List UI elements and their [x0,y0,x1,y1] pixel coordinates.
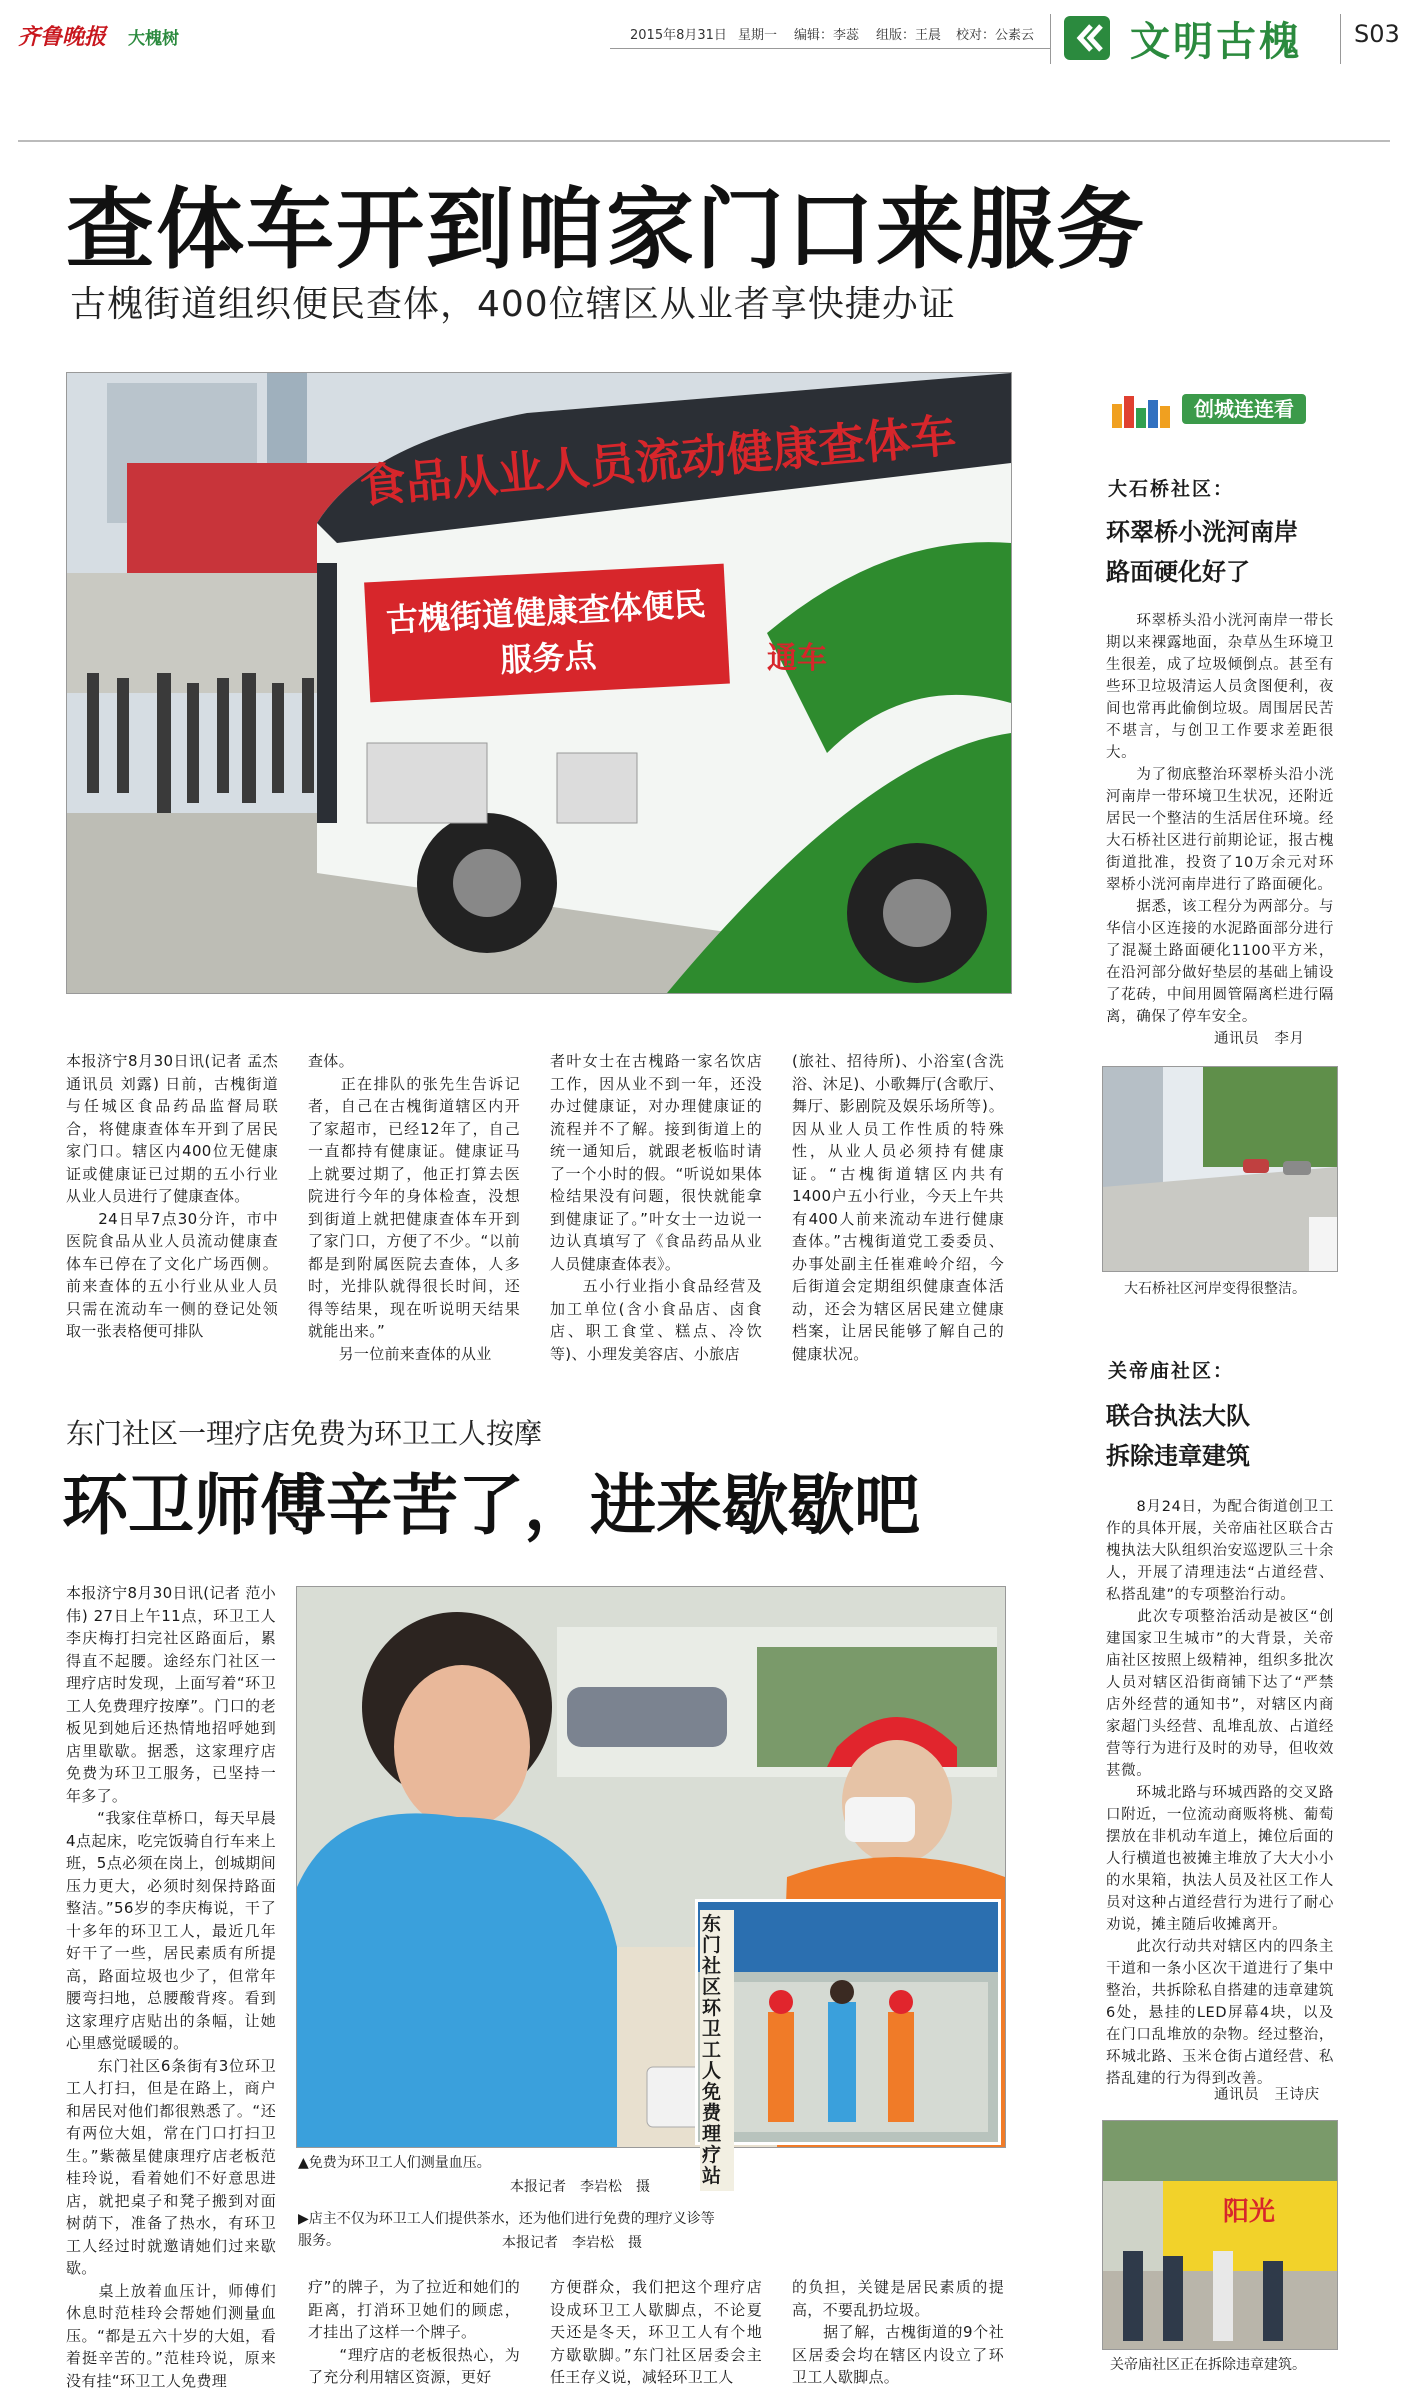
second-headline: 环卫师傅辛苦了，进来歇歇吧 [62,1467,920,1544]
main-article-col-2: 查体。 正在排队的张先生告诉记者，自己在古槐街道辖区内开了家超市，已经12年了，自己一直都持有健康证。健康证马上就要过期了，他正打算去医院进行今年的身体检查，没想到街道上就把健康查体车开到了家门口，方便了不少。“以前都是到附属医院去查体，人多时，光排队就得很长时间，还得等结果，现在听说明天结果就能出来。” 另一位前来查体的从业 [308,1052,520,1363]
main-article-col-1: 本报济宁8月30日讯(记者 孟杰 通讯员 刘露) 日前，古槐街道与任城区食品药品监督局联合，将健康查体车开到了居民家门口。辖区内400位无健康证或健康证已过期的五小行业从业人员进行了健康查体。 24日早7点30分许，市中医院食品从业人员流动健康查体车已停在了文化广场西侧。前来查体的五小行业从业人员只需在流动车一侧的登记处领取一张表格便可排队 [66,1052,278,1340]
section-title: 文明古槐 [1130,19,1302,65]
bus-red-banner: 古槐街道健康查体便民服务点 [364,564,730,703]
photo-credit: 本报记者 李岩松 摄 [510,2179,650,2195]
story2-photo-caption: 关帝庙社区正在拆除违章建筑。 [1110,2357,1306,2373]
story1-headline-1: 环翠桥小洸河南岸 [1106,518,1298,546]
story2-community: 关帝庙社区： [1108,1360,1235,1382]
second-article-left-col: 本报济宁8月30日讯(记者 范小伟) 27日上午11点，环卫工人李庆梅打扫完社区路面后，累得直不起腰。途经东门社区一理疗店时发现，上面写着“环卫工人免费理疗按摩”。门口的老板见到她后还热情地招呼她到店里歇歇。据悉，这家理疗店免费为环卫工服务，已坚持一年多了。 “我家住草桥口，每天早晨4点起床，吃完饭骑自行车来上班，5点必须在岗上，创城期间压力更大，必须时刻保持路面整洁。”56岁的李庆梅说，干了十多年的环卫工人，最近几年好干了一些，居民素质有所提高，路面垃圾也少了，但常年腰弯扫地，总腰酸背疼。看到这家理疗店贴出的条幅，让她心里感觉暖暖的。 东门社区6条街有3位环卫工人打扫，但是在路上，商户和居民对他们都很熟悉了。“还有两位大姐，常在门口打扫卫生。”紫薇星健康理疗店老板范桂玲说，看着她们不好意思进店，就把桌子和凳子搬到对面树荫下，准备了热水，有环卫工人经过时就邀请她们过来歇歇。 桌上放着血压计，师傅们休息时范桂玲会帮她们测量血压。“都是五六十岁的大姐，看着挺辛苦的。”范桂玲说，原来没有挂“环卫工人免费理 [66,1584,276,2390]
story1-body: 环翠桥头沿小洸河南岸一带长期以来裸露地面，杂草丛生环境卫生很差，成了垃圾倾倒点。甚至有些环卫垃圾清运人员贪图便利，夜间也常再此偷倒垃圾。周围居民苦不堪言，与创卫工作要求差距很大。 为了彻底整治环翠桥头沿小洸河南岸一带环境卫生状况，还附近居民一个整洁的生活居住环境。经大石桥社区进行前期论证，报古槐街道批准，投资了10万余元对环翠桥小洸河南岸进行了路面硬化。 据悉，该工程分为两部分。与华信小区连接的水泥路面部分进行了混凝土路面硬化1100平方米，在沿河部分做好垫层的基础上铺设了花砖，中间用圆管隔离栏进行隔离，确保了停车安全。 [1106,613,1334,1025]
story1-photo-caption: 大石桥社区河岸变得很整洁。 [1124,1281,1306,1297]
photo-caption: ▲免费为环卫工人们测量血压。 [298,2155,491,2171]
masthead [18,14,1398,74]
bus-side-text: 通车 [767,641,827,676]
bus-banner: 食品从业人员流动健康查体车 [357,407,959,514]
city-skyline-icon [1110,392,1180,428]
story1-community: 大石桥社区： [1108,478,1235,500]
paper-logo: 齐鲁晚报 [18,24,107,50]
second-kicker: 东门社区一理疗店免费为环卫工人按摩 [66,1417,543,1450]
main-article-col-3: 者叶女士在古槐路一家名饮店工作，因从业不到一年，还没办过健康证，对办理健康证的流程并不了解。接到街道上的统一通知后，就跟老板临时请了一个小时的假。“听说如果体检结果没有问题，很快就能拿到健康证了。”叶女士一边说一边认真填写了《食品药品从业人员健康查体表》。 五小行业指小食品经营及加工单位(含小食品店、卤食店、职工食堂、糕点、冷饮等)、小理发美容店、小旅店 [550,1052,762,1363]
sidebar-badge [1110,390,1320,430]
riverbank-road-photo [1102,1066,1338,1272]
edition-name: 大槐树 [128,29,179,49]
header-vertical-rule [1050,14,1051,64]
therapy-sign: 东门社区环卫工人免费理疗站 [700,1910,734,2191]
story2-body: 8月24日，为配合街道创卫工作的具体开展，关帝庙社区联合古槐执法大队组织治安巡逻队三十余人，开展了清理违法“占道经营、私搭乱建”的专项整治行动。 此次专项整治活动是被区“创建国家卫生城市”的大背景，关帝庙社区按照上级精神，组织多批次人员对辖区沿街商铺下达了“严禁店外经营的通知书”，对辖区内商家超门头经营、乱堆乱放、占道经营等行为进行及时的劝导，但收效甚微。 环城北路与环城西路的交叉路口附近，一位流动商贩将桃、葡萄摆放在非机动车道上，摊位后面的人行横道也被摊主堆放了大大小小的水果箱，执法人员及社区工作人员对这种占道经营行为进行了耐心劝说，摊主随后收摊离开。 此次行动共对辖区内的四条主干道和一条小区次干道进行了集中整治，共拆除私自搭建的违章建筑6处，悬挂的LED屏幕4块，以及在门口乱堆放的杂物。经过整治，环城北路、玉米仓街占道经营、私搭乱建的行为得到改善。 [1106,1499,1334,2087]
chevron-left-icon [1064,16,1110,60]
main-headline: 查体车开到咱家门口来服务 [66,178,1147,281]
story1-byline: 通讯员 李月 [1214,1031,1305,1047]
page-number: S03 [1354,20,1400,48]
health-bus-photo [66,372,1012,994]
story2-headline-2: 拆除违章建筑 [1106,1442,1250,1470]
editor-credit: 编辑：李蕊 [794,28,860,43]
main-subheadline: 古槐街道组织便民查体，400位辖区从业者享快捷办证 [70,284,956,325]
second-article-col-4: 的负担，关键是居民素质的提高，不要乱扔垃圾。 据了解，古槐街道的9个社区居委会均在辖区内设立了环卫工人歇脚点。 [792,2278,1004,2386]
top-divider [18,140,1390,142]
issue-weekday: 星期一 [738,28,778,43]
demolition-photo [1102,2120,1338,2350]
second-article-col-2: 疗”的牌子，为了拉近和她们的距离，打消环卫她们的顾虑，才挂出了这样一个牌子。 “理疗店的老板很热心，为了充分利用辖区资源，更好 [308,2278,520,2386]
story2-byline: 通讯员 王诗庆 [1214,2087,1320,2103]
inset-credit: 本报记者 李岩松 摄 [502,2235,642,2251]
header-rule [610,48,1050,49]
story2-headline-1: 联合执法大队 [1106,1402,1250,1430]
main-article-col-4: (旅社、招待所)、小浴室(含洗浴、沐足)、小歌舞厅(含歌厅、舞厅、影剧院及娱乐场所等)。因从业人员工作性质的特殊性，从业人员必须持有健康证。“古槐街道辖区内共有1400户五小行业，今天上午共有400人前来流动车进行健康查体。”古槐街道党工委委员、办事处副主任崔难岭介绍，今后街道会定期组织健康查体活动，还会为辖区居民建立健康档案，让居民能够了解自己的健康状况。 [792,1052,1004,1363]
demolition-banner-text: 阳光 [1223,2197,1276,2227]
sidebar-badge-label: 创城连连看 [1182,394,1306,424]
header-vertical-rule-2 [1340,14,1341,64]
issue-date: 2015年8月31日 [630,28,727,43]
layout-credit: 组版：王晨 [876,28,942,43]
therapy-shop-inset-photo [695,1899,1001,2187]
story1-headline-2: 路面硬化好了 [1106,558,1250,586]
proof-credit: 校对：公素云 [956,28,1035,43]
second-article-col-3: 方便群众，我们把这个理疗店设成环卫工人歇脚点，不论夏天还是冬天，环卫工人有个地方歇歇脚。”东门社区居委会主任王存义说，减轻环卫工人 [550,2278,762,2386]
inset-caption: ▶店主不仅为环卫工人们提供茶水，还为他们进行免费的理疗义诊等服务。 [298,2211,715,2249]
